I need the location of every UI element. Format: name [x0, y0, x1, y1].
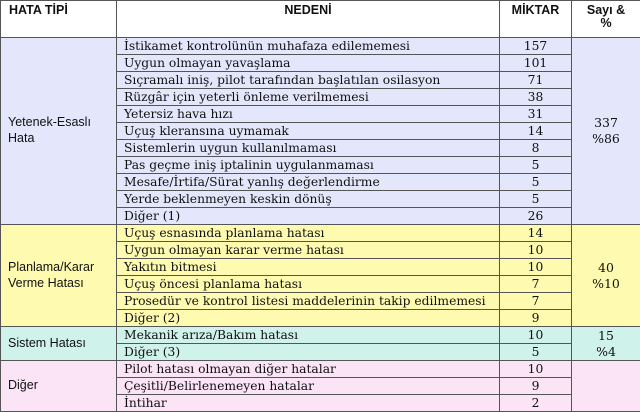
quantity-cell: 71: [500, 72, 572, 89]
header-total-line1: Sayı &: [587, 3, 625, 17]
category-label: Verme Hatası: [8, 276, 116, 292]
reason-cell: Pas geçme iniş iptalinin uygulanmaması: [117, 157, 500, 174]
quantity-cell: 157: [500, 38, 572, 55]
reason-cell: Diğer (2): [117, 310, 500, 327]
header-reason: NEDENİ: [117, 1, 500, 38]
quantity-cell: 14: [500, 225, 572, 242]
reason-cell: İntihar: [117, 395, 500, 412]
category-label: Yetenek-Esaslı: [8, 115, 116, 131]
table-row: [1, 361, 640, 378]
reason-cell: Çeşitli/Belirlenemeyen hatalar: [117, 378, 500, 395]
quantity-cell: 7: [500, 293, 572, 310]
header-total: [572, 1, 640, 38]
category-cell: [1, 327, 117, 361]
quantity-cell: 2: [500, 395, 572, 412]
reason-cell: Yetersiz hava hızı: [117, 106, 500, 123]
table-row: [1, 225, 640, 242]
total-cell: [572, 38, 640, 225]
category-label: Diğer: [8, 378, 116, 394]
total-cell: [572, 327, 640, 361]
quantity-cell: 38: [500, 89, 572, 106]
total-count: 337: [572, 115, 640, 131]
reason-cell: Sistemlerin uygun kullanılmaması: [117, 140, 500, 157]
quantity-cell: 5: [500, 174, 572, 191]
quantity-cell: 7: [500, 276, 572, 293]
total-cell: [572, 225, 640, 327]
reason-cell: Prosedür ve kontrol listesi maddelerinin takip edilmemesi: [117, 293, 500, 310]
quantity-cell: 31: [500, 106, 572, 123]
total-percent: %86: [572, 131, 640, 147]
reason-cell: Mesafe/İrtifa/Sürat yanlış değerlendirme: [117, 174, 500, 191]
reason-cell: Yerde beklenmeyen keskin dönüş: [117, 191, 500, 208]
reason-cell: Yakıtın bitmesi: [117, 259, 500, 276]
total-count: 40: [572, 260, 640, 276]
quantity-cell: 5: [500, 344, 572, 361]
reason-cell: Sıçramalı iniş, pilot tarafından başlatılan osilasyon: [117, 72, 500, 89]
header-row: [1, 1, 640, 38]
total-percent: %10: [572, 276, 640, 292]
reason-cell: Pilot hatası olmayan diğer hatalar: [117, 361, 500, 378]
total-cell: [572, 361, 640, 412]
quantity-cell: 5: [500, 157, 572, 174]
category-label: Sistem Hatası: [8, 336, 116, 352]
reason-cell: İstikamet kontrolünün muhafaza edilememesi: [117, 38, 500, 55]
quantity-cell: 10: [500, 242, 572, 259]
quantity-cell: 101: [500, 55, 572, 72]
header-total-line2: %: [600, 16, 611, 30]
quantity-cell: 10: [500, 361, 572, 378]
category-label: Planlama/Karar: [8, 260, 116, 276]
quantity-cell: 10: [500, 327, 572, 344]
table-row: [1, 38, 640, 55]
reason-cell: Mekanik arıza/Bakım hatası: [117, 327, 500, 344]
reason-cell: Diğer (3): [117, 344, 500, 361]
category-cell: [1, 225, 117, 327]
reason-cell: Rüzgâr için yeterli önleme verilmemesi: [117, 89, 500, 106]
quantity-cell: 9: [500, 310, 572, 327]
reason-cell: Uçuş kleransına uymamak: [117, 123, 500, 140]
reason-cell: Uçuş esnasında planlama hatası: [117, 225, 500, 242]
quantity-cell: 5: [500, 191, 572, 208]
category-label: Hata: [8, 131, 116, 147]
header-type: HATA TİPİ: [1, 1, 117, 38]
reason-cell: Uygun olmayan karar verme hatası: [117, 242, 500, 259]
table-row: [1, 327, 640, 344]
quantity-cell: 14: [500, 123, 572, 140]
quantity-cell: 8: [500, 140, 572, 157]
category-cell: [1, 361, 117, 412]
category-cell: [1, 38, 117, 225]
reason-cell: Diğer (1): [117, 208, 500, 225]
quantity-cell: 26: [500, 208, 572, 225]
header-quantity: MİKTAR: [500, 1, 572, 38]
total-percent: %4: [572, 344, 640, 360]
reason-cell: Uygun olmayan yavaşlama: [117, 55, 500, 72]
quantity-cell: 10: [500, 259, 572, 276]
reason-cell: Uçuş öncesi planlama hatası: [117, 276, 500, 293]
quantity-cell: 9: [500, 378, 572, 395]
table-body: [1, 38, 640, 412]
total-count: 15: [572, 328, 640, 344]
